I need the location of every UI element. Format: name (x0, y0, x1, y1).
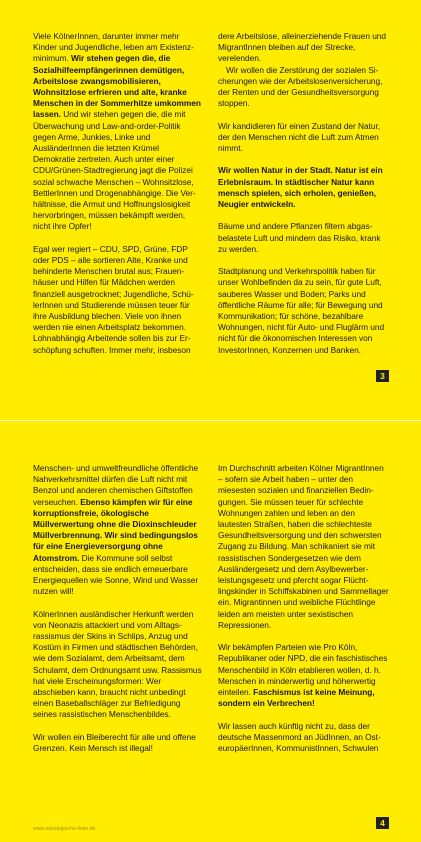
paragraph: dere Arbeitslose, alleinerziehende Frauen und MigrantInnen bleiben auf der Strecke, verelenden. (218, 31, 386, 64)
page-4-left-column (33, 463, 203, 765)
text: Die Kommune soll selbst entscheiden, dass sie endlich erneuerbare Energiequellen wie Sonne, Wind und Wasser nutzen will! (33, 552, 199, 597)
page-number: 3 (376, 370, 389, 382)
text: Viele KölnerInnen, darunter immer mehr Kinder und Jugendliche, leben am Existenzminimum. (33, 31, 194, 64)
footer-url: www.oekologische-linke.de (33, 826, 96, 832)
bold-paragraph (218, 165, 390, 210)
paragraph: KölnerInnen ausländischer Herkunft werden von Neonazis attackiert und vom Alltagsrassismus der Skins in Schlips, Anzug und Kostüm in Firmen und städtischen Behörden, wie dem Sozialamt, dem Arbeitsamt, dem Schulamt, dem Ordnungsamt usw. Rassismus hat viele Erscheinungsformen: Wer abschieben kann, braucht nicht unbedingt einen Baseballschläger zur Befriedigung seines rassistischen Menschenbildes. (33, 608, 202, 720)
bold-text: Ebenso kämpfen wir für eine korruptionsfreie, ökologische Müllverwertung ohne die Dioxinschleuder Müllverbrennung. Wir sind bedingungslos für eine Energieversorgung ohne Atomstrom. (33, 496, 198, 563)
page-number: 4 (376, 817, 389, 829)
paragraph: Wir lassen auch künftig nicht zu, dass der deutsche Massenmord an JüdInnen, an OsteuropäerInnen, KommunistInnen, Schwulen (218, 720, 381, 754)
page-4 (0, 421, 421, 842)
bold-text: Wir stehen gegen die, die Sozialhilfeempfängerinnen demütigen, Arbeitslose zwangsmobilisieren, Wohnsitzlose erfrieren und alte, kranke Menschen in der Sommerhitze umkommen lassen. (33, 53, 201, 120)
text: Menschen- und umweltfreundliche öffentliche Nahverkehrsmittel dürfen die Luft nicht mit Benzol und anderen chemischen Giftstoffen verseuchen. (33, 463, 199, 507)
page-3-right-column (218, 31, 390, 367)
bold-text: Wir wollen Natur in der Stadt. Natur ist ein Erlebnisraum. In städtischer Natur kann mensch spielen, sich erholen, genießen, Neugier entwickeln. (218, 165, 383, 210)
page-4-right-column (218, 463, 390, 765)
paragraph: Bäume und andere Pflanzen filtern abgasbelastete Luft und mindern das Risiko, krank zu werden. (218, 221, 381, 254)
paragraph (33, 31, 203, 233)
text: Und wir stehen gegen die, die mit Überwachung und Law-and-order-Politik gegen Arme, Junkies, Linke und AusländerInnen die letzten Krümel Demokratie zertreten. Auch unter einer CDU/Grünen-Stadtregierung jagt die Polizei sozial schwache Menschen – Wohnsitzlose, BettlerInnen und Drogenabhängige. Die Verhältnisse, die Armut und Hoffnungslosigkeit hervorbringen, müssen bekämpft werden, nicht ihre Opfer! (33, 109, 196, 232)
text: Wir wollen die Zerstörung der sozialen Sicherungen wie der Arbeitslosenversicherung, der Renten und der Gesundheitsversorgung stoppen. (218, 64, 383, 109)
paragraph: Stadtplanung und Verkehrspolitik haben für unser Wohlbefinden da zu sein, für gute Luft, sauberes Wasser und Boden; Parks und öffentliche Räume für alle; für Bewegung und Kommunikation; für schöne, bezahlbare Wohnungen, nicht für Auto- und Fluglärm und nicht für die ökonomischen Interessen von InvestorInnen, Konzernen und Banken. (218, 266, 385, 355)
paragraph: Im Durchschnitt arbeiten Kölner MigrantInnen – sofern sie Arbeit haben – unter den miesesten sozialen und finanziellen Bedingungen. Sie müssen teuer für schlechte Wohnungen zahlen und leben an den lautesten Straßen, haben die schlechteste Gesundheitsversorgung und den schwersten Zugang zu Bildung. Man schikaniert sie mit rassistischen Sondergesetzen wie dem Ausländergesetz und dem Asylbewerberleistungsgesetz und pfercht sogar Flüchtlingskinder in Schiffskabinen und Sammellager ein. Migrantinnen und weibliche Flüchtlinge leiden am meisten unter sexistischen Repressionen. (218, 463, 389, 630)
paragraph (218, 642, 390, 709)
paragraph: Egal wer regiert – CDU, SPD, Grüne, FDP oder PDS – alle sortieren Alte, Kranke und behinderte Menschen brutal aus; Frauenhäuser und Hilfen für Mädchen werden finanziell ausgetrocknet; Jugendliche, SchülerInnen und Studierende müssen teuer für ihre Ausbildung blechen. Viele von ihnen werden nie einen Arbeitsplatz bekommen. Lohnabhängig Arbeitende sollen bis zur Erschöpfung schuften. Immer mehr, insbeson (33, 243, 194, 355)
paragraph: Wir wollen ein Bleiberecht für alle und offene Grenzen. Kein Mensch ist illegal! (33, 731, 196, 754)
paragraph (33, 463, 203, 597)
page-3-left-column (33, 31, 203, 367)
bold-text: Faschismus ist keine Meinung, sondern ein Verbrechen! (218, 687, 375, 709)
text: Wir bekämpfen Parteien wie Pro Köln, Republikaner oder NPD, die ein faschistisches Menschenbild in Köln etablieren wollen, d. h. Menschen in minderwertig und höherwertig einteilen. (218, 642, 388, 698)
paragraph (218, 65, 390, 110)
page-3 (0, 0, 421, 420)
paragraph: Wir kandidieren für einen Zustand der Natur, der den Menschen nicht die Luft zum Atmen nimmt. (218, 120, 380, 154)
